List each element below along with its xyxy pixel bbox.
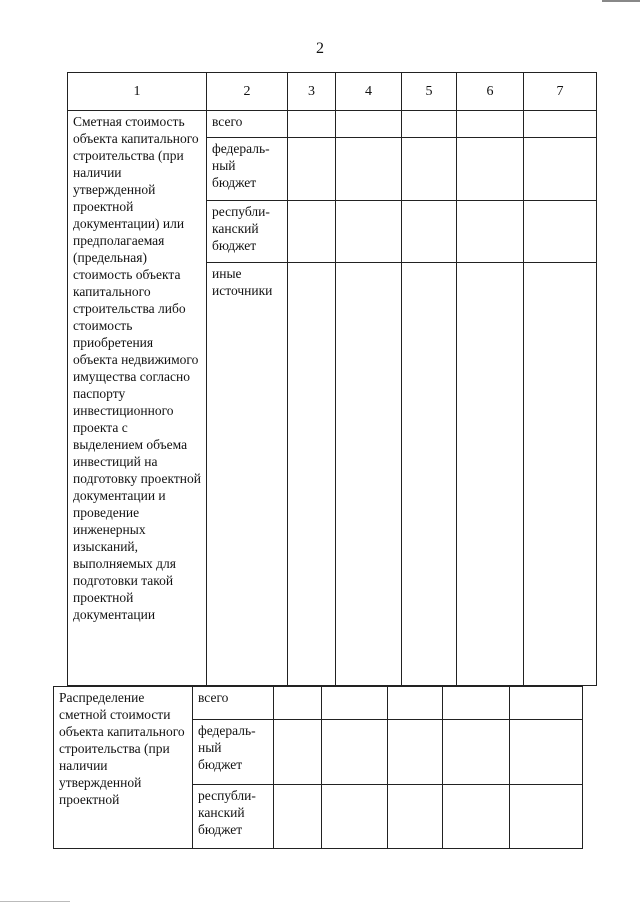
table-cell	[443, 785, 510, 849]
table-cell	[524, 263, 597, 686]
table-cell	[457, 201, 524, 263]
page-number: 2	[316, 40, 324, 57]
table-cell	[457, 111, 524, 138]
table-cell	[402, 201, 457, 263]
table-row	[68, 111, 597, 138]
row-label-republic-budget: республи-канский бюджет	[193, 785, 274, 849]
column-header-7: 7	[524, 73, 597, 111]
table-cell	[510, 687, 583, 720]
row-label-federal-budget: федераль-ный бюджет	[193, 720, 274, 785]
table-cell	[322, 720, 388, 785]
cost-distribution-table	[53, 686, 583, 849]
table-cell	[388, 785, 443, 849]
table-cell	[336, 201, 402, 263]
header-row	[68, 73, 597, 111]
column-header-1: 1	[68, 73, 207, 111]
table-cell	[288, 263, 336, 686]
table-cell	[336, 138, 402, 201]
table-cell	[288, 138, 336, 201]
table-cell	[457, 138, 524, 201]
table-cell	[443, 687, 510, 720]
estimated-cost-description: Сметная стоимость объекта капитального строительства (при наличии утвержденной проектной документации) или предполагаемая (предельная) стоимость объекта капитального строительства либо стоимость приобретения объекта недвижимого имущества согласно паспорту инвестиционного проекта с выделением объема инвестиций на подготовку проектной документации и проведение инженерных изысканий, выполняемых для подготовки такой проектной документации	[68, 111, 207, 686]
row-label-total: всего	[207, 111, 288, 138]
table-cell	[457, 263, 524, 686]
table-cell	[510, 720, 583, 785]
table-cell	[288, 201, 336, 263]
column-header-6: 6	[457, 73, 524, 111]
table-cell	[402, 263, 457, 686]
row-label-other-sources: иные источники	[207, 263, 288, 686]
table-cell	[322, 785, 388, 849]
column-header-5: 5	[402, 73, 457, 111]
investment-table	[67, 72, 597, 686]
table-cell	[336, 263, 402, 686]
table-cell	[388, 687, 443, 720]
table-cell	[388, 720, 443, 785]
table-row	[54, 687, 583, 720]
table-cell	[524, 201, 597, 263]
scan-edge-mark	[0, 901, 70, 902]
row-label-federal-budget: федераль-ный бюджет	[207, 138, 288, 201]
table-cell	[524, 111, 597, 138]
table-cell	[274, 720, 322, 785]
row-label-total: всего	[193, 687, 274, 720]
table-cell	[524, 138, 597, 201]
cost-distribution-description: Распределение сметной стоимости объекта капитального строительства (при наличии утвержденной проектной	[54, 687, 193, 849]
table-cell	[510, 785, 583, 849]
corner-mark	[602, 0, 640, 7]
table-cell	[274, 687, 322, 720]
table-cell	[402, 111, 457, 138]
column-header-2: 2	[207, 73, 288, 111]
table-cell	[402, 138, 457, 201]
row-label-republic-budget: республи-канский бюджет	[207, 201, 288, 263]
table-cell	[336, 111, 402, 138]
column-header-3: 3	[288, 73, 336, 111]
table-cell	[443, 720, 510, 785]
table-cell	[274, 785, 322, 849]
table-cell	[322, 687, 388, 720]
column-header-4: 4	[336, 73, 402, 111]
table-cell	[288, 111, 336, 138]
